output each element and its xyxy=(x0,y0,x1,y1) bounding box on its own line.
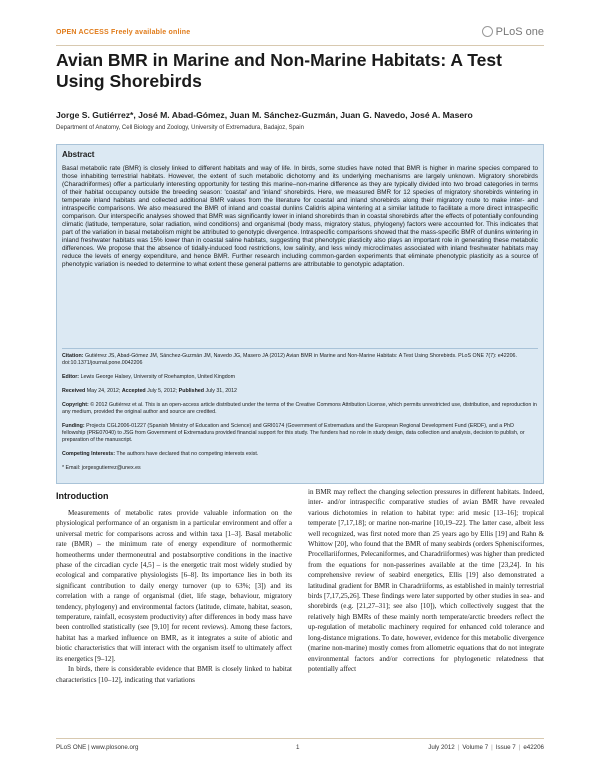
abstract-content xyxy=(62,150,538,269)
accepted-date: July 5, 2012; xyxy=(147,388,178,394)
affiliation: Department of Anatomy, Cell Biology and Zoology, University of Extremadura, Badajoz, Spain xyxy=(56,125,304,131)
open-access-text: OPEN ACCESS Freely available online xyxy=(56,29,191,36)
editor-label: Editor: xyxy=(62,374,80,380)
abstract-text: Basal metabolic rate (BMR) is closely linked to different habitats and way of life. In birds, some studies have noted that BMR is higher in marine species compared to those inhabiting terrestrial habitats. However, the extent of such metabolic dichotomy and its underlying mechanisms are largely unknown. Migratory shorebirds (Charadriiformes) offer a particularly interesting opportunity for testing this marine–non-marine difference as they are typically divided into two broad categories in terms of their habitat occupancy outside the breeding season: 'coastal' and 'inland' shorebirds. Here, we measured BMR for 12 species of migratory shorebirds wintering in temperate inland habitats and collected additional BMR values from the literature for coastal and inland shorebirds along their migratory route to make inter- and intraspecific comparisons. We also measured the BMR of inland and coastal dunlins Calidris alpina wintering at a similar latitude to facilitate a more direct intraspecific comparison. Our interspecific analyses showed that BMR was significantly lower in inland shorebirds than in coastal shorebirds after the effects of potentially confounding climatic (latitude, temperature, solar radiation, wind conditions) and organismal (body mass, migratory status, phylogeny) factors were accounted for. This indicates that part of the variation in basal metabolism might be attributed to genotypic divergence. Intraspecific comparisons showed that the mass-specific BMR of dunlins wintering in inland freshwater habitats was 15% lower than in coastal saline habitats, suggesting that phenotypic plasticity also plays an important role in generating these metabolic differences. We propose that the absence of tidally-induced food restrictions, low salinity, and less windy microclimates associated with inland freshwater habitats may reduce the levels of energy expenditure, and hence BMR. Further research including common-garden experiments that eliminate phenotypic plasticity as a source of phenotypic variation is needed to determine to what extent these general patterns are attributable to genotypic adaptation. xyxy=(62,165,538,268)
plos-ring-icon xyxy=(482,26,493,37)
intro-paragraph-2: In birds, there is considerable evidence that BMR is closely linked to habitat characteristics [10–12], indicating that variations xyxy=(56,665,292,684)
footer-issue: Issue 7 xyxy=(495,744,516,751)
email-text[interactable]: * Email: jorgesgutierrez@unex.es xyxy=(62,465,141,471)
body-column-right xyxy=(308,487,544,674)
footer-journal-link[interactable]: PLoS ONE | www.plosone.org xyxy=(56,744,139,751)
copyright-block xyxy=(62,402,538,416)
footer-divider xyxy=(56,738,544,739)
editor-text: Lewis George Halsey, University of Roehampton, United Kingdom xyxy=(80,374,236,380)
citation-text: Gutiérrez JS, Abad-Gómez JM, Sánchez-Guzmán JM, Navedo JG, Masero JA (2012) Avian BMR in Marine and Non-Marine Habitats: A Test Using Shorebirds. PLoS ONE 7(7): e42206. doi:10.1371/journal.pone.0042206 xyxy=(62,353,517,366)
plos-one-logo[interactable] xyxy=(482,26,544,38)
open-access-badge[interactable] xyxy=(56,29,190,36)
page-number: 1 xyxy=(296,744,300,751)
issue-info: July 2012 | Volume 7 | Issue 7 | e42206 xyxy=(428,744,544,751)
footer-article-id: e42206 xyxy=(523,744,544,751)
funding-block xyxy=(62,423,538,444)
abstract-heading: Abstract xyxy=(62,150,95,159)
article-title: Avian BMR in Marine and Non-Marine Habitats: A Test Using Shorebirds xyxy=(56,50,502,91)
competing-text: The authors have declared that no competing interests exist. xyxy=(116,451,259,457)
introduction-heading: Introduction xyxy=(56,491,109,501)
dates-block xyxy=(62,388,538,395)
funding-text: Projects CGL2006-01227 (Spanish Ministry of Education and Science) and GRI0174 (Government of Extremadura and the European Regional Development Fund (ERDF), and a PhD fellowship (PRE07040) to JSG from Government of Extremadura provided financial support for this study. The funders had no role in study design, data collection and analysis, decision to publish, or preparation of the manuscript. xyxy=(62,423,525,443)
header-divider xyxy=(56,45,544,46)
journal-header xyxy=(56,28,544,42)
footer-date: July 2012 xyxy=(428,744,455,751)
published-label: Published xyxy=(178,388,204,394)
citation-label: Citation: xyxy=(62,353,84,359)
published-date: July 31, 2012 xyxy=(205,388,237,394)
funding-label: Funding: xyxy=(62,423,85,429)
intro-paragraph-1: Measurements of metabolic rates provide valuable information on the physiological performance of an organism in a particular environment and offer a universal metric for comparisons across and within taxa [1–3]. Basal metabolic rate (BMR) – the minimum rate of energy expenditure of normothermic homeotherms under thermoneutral and postabsorptive conditions in the inactive phase of the circadian cycle [4,5] – is the energetic trait most widely studied by ecological and comparative physiologists [6–8]. Its importance lies in both its significant contribution to daily energy turnover (up to 63%; [3]) and its correlation with a range of organismal (diet, life stage, behaviour, migratory tendency, phylogeny) and environmental factors (latitude, climate, habitat, season, temperature, rainfall, ecosystem productivity) after differences in body mass have been controlled statistically (see [9,10] for recent reviews). Among these factors, habitat has a marked influence on BMR, as it integrates a suite of abiotic and biotic characteristics that will interact with the organism itself to ultimately affect its energetics [9–12]. xyxy=(56,509,292,663)
footer-volume: Volume 7 xyxy=(462,744,489,751)
email-line[interactable] xyxy=(62,465,538,472)
body-column-left xyxy=(56,508,292,685)
received-date: May 24, 2012; xyxy=(86,388,121,394)
copyright-text: © 2012 Gutiérrez et al. This is an open-access article distributed under the terms of the Creative Commons Attribution License, which permits unrestricted use, distribution, and reproduction in any medium, provided the original author and source are credited. xyxy=(62,402,537,415)
abstract-meta-divider xyxy=(62,348,538,349)
competing-label: Competing Interests: xyxy=(62,451,115,457)
competing-interests-block xyxy=(62,451,538,458)
intro-paragraph-3: in BMR may reflect the changing selection pressures in different habitats. Indeed, inter- and/or intraspecific comparative studies of avian BMR have revealed various dichotomies in relation to habitat type: arid mesic [13–16]; tropical temperate [7,17,18]; or marine non-marine [10,19–22]. The latter case, albeit less well recognized, was first noted more than 25 years ago by Ellis [19] and Rahn & Whittow [20], who found that the BMR of many seabirds (orders Sphenisciformes, Procellariiformes, Pelecaniformes, and Charadriiformes) was higher than predicted from the equations for non-passerines available at the time [23,24]. In his comprehensive review of seabird energetics, Ellis [19] also demonstrated a latitudinal gradient for BMR in Charadriiforms, as established in mainly terrestrial birds [7,17,25,26]. These findings were later supported by other studies in sea- and shorebirds (e.g. [21,27–31]; see also [10]), which collectively suggest that the relatively high BMRs of these mainly north temperate/arctic breeders reflect the up-regulation of metabolic machinery required for enhanced cold tolerance and long-distance migrations. To date, however, evidence for this metabolic divergence (marine non-marine) mostly comes from allometric equations that do not integrate environmental factors and/or corrections for phylogenetic relatedness that potentially affect xyxy=(308,488,544,673)
author-list: Jorge S. Gutiérrez*, José M. Abad-Gómez, Juan M. Sánchez-Guzmán, Juan G. Navedo, José A. Masero xyxy=(56,110,473,120)
received-label: Received xyxy=(62,388,86,394)
accepted-label: Accepted xyxy=(121,388,146,394)
logo-text: PLoS one xyxy=(495,26,544,38)
editor-block xyxy=(62,374,538,381)
copyright-label: Copyright: xyxy=(62,402,89,408)
citation-block xyxy=(62,353,538,367)
